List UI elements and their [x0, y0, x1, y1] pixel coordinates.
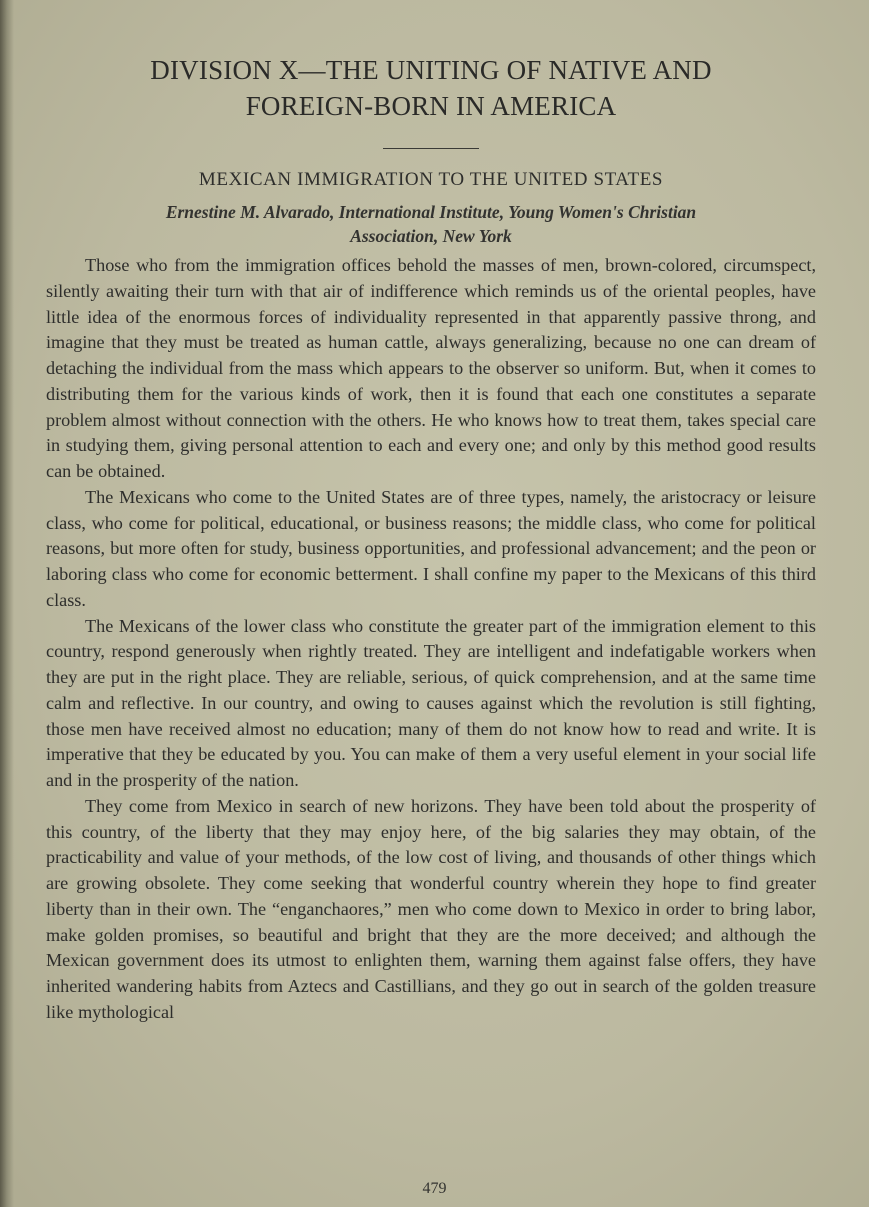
body-paragraph-2: The Mexicans who come to the United States are of three types, namely, the aristocracy or leisure class, who come for political, educational, or business reasons; the middle class, who come for political reasons, but more often for study, business opportunities, and professional advancement; and the peon or laboring class who come for economic betterment. I shall confine my paper to the Mexicans of this third class. — [46, 486, 816, 610]
byline-line-2: Association, New York — [350, 226, 512, 246]
division-heading — [46, 52, 816, 124]
body-paragraph-1: Those who from the immigration offices behold the masses of men, brown-colored, circumspect, silently awaiting their turn with that air of indifference which reminds us of the oriental peoples, have little idea of the enormous forces of individuality represented in that apparently passive throng, and imagine that they must be treated as human cattle, always generalizing, because no one can dream of detaching the individual from the mass which appears to the observer so uniform. But, when it comes to distributing them for the various kinds of work, then it is found that each one constitutes a separate problem almost without connection with the others. He who knows how to treat them, takes special care in studying them, giving personal attention to each and every one; and only by this method good results can be obtained. — [46, 255, 816, 481]
byline-line-1: Ernestine M. Alvarado, International Institute, Young Women's Christian — [165, 202, 697, 222]
author-byline — [46, 200, 816, 248]
book-page — [46, 52, 816, 1026]
division-heading-line-1: DIVISION X—THE UNITING OF NATIVE AND — [150, 55, 712, 85]
article-title: MEXICAN IMMIGRATION TO THE UNITED STATES — [198, 169, 664, 190]
body-paragraph-3: The Mexicans of the lower class who constitute the greater part of the immigration element to this country, respond generously when rightly treated. They are intelligent and indefatigable workers when they are put in the right place. They are reliable, serious, of quick comprehension, and at the same time calm and reflective. In our country, and owing to causes against which the revolution is still fighting, those men have received almost no education; many of them do not know how to read and write. It is imperative that they be educated by you. You can make of them a very useful element in your social life and in the prosperity of the nation. — [46, 615, 816, 790]
heading-divider-rule — [383, 148, 479, 149]
body-paragraph-4: They come from Mexico in search of new horizons. They have been told about the prosperity of this country, of the liberty that they may enjoy here, of the big salaries they may obtain, of the practicability and value of your methods, of the low cost of living, and thousands of other things which are growing obsolete. They come seeking that wonderful country wherein they hope to find greater liberty than in their own. The “enganchaores,” men who come down to Mexico in order to bring labor, make golden promises, so beautiful and bright that they are the more deceived; and although the Mexican government does its utmost to enlighten them, warning them against false offers, they have inherited wandering habits from Aztecs and Castillians, and they go out in search of the golden treasure like mythological — [46, 795, 816, 1022]
page-number: 479 — [422, 1180, 447, 1197]
article-body — [46, 253, 816, 1026]
book-binding-shadow — [0, 0, 14, 1207]
division-heading-line-2: FOREIGN-BORN IN AMERICA — [245, 91, 617, 121]
